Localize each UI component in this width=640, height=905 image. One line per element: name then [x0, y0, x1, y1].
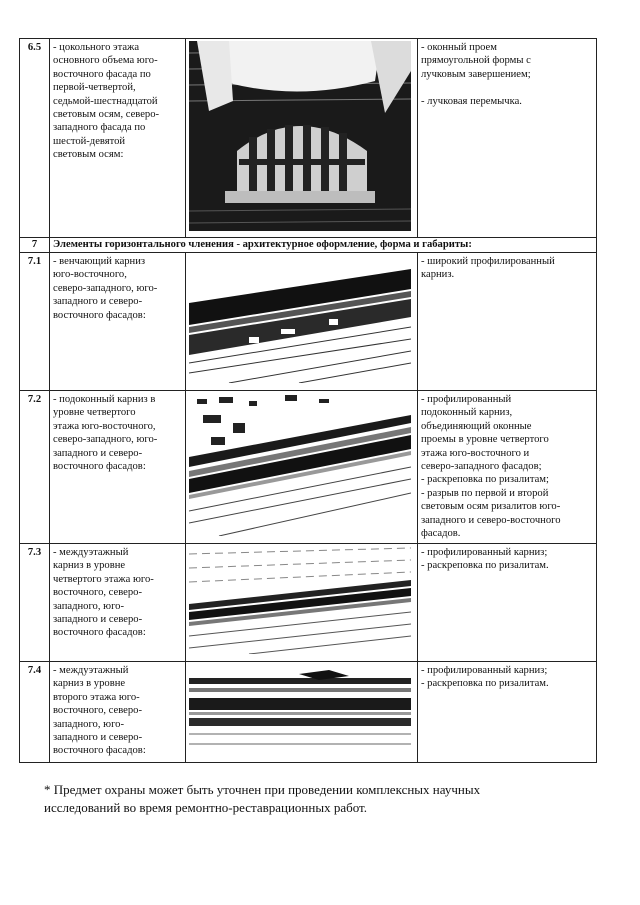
row-number: 7.1 [20, 253, 50, 391]
sill-cornice-photo [189, 393, 414, 536]
row-description: - междуэтажный карниз в уровне четвертого этажа юго- восточного, северо- западного, юго- западного и северо- восточного фасадов: [50, 544, 186, 662]
protection-table [19, 38, 597, 763]
table-row [20, 544, 597, 662]
row-number: 7.4 [20, 662, 50, 763]
row-number: 6.5 [20, 39, 50, 238]
row-description: - цокольного этажа основного объема юго- восточного фасада по первой-четвертой, седьмой-шестнадцатой световым осям, северо- западного фасада по шестой-девятой световым осям: [50, 39, 186, 238]
section-title: Элементы горизонтального членения - архитектурное оформление, форма и габариты: [50, 238, 597, 253]
footnote [44, 781, 594, 817]
table-row [20, 662, 597, 763]
table-row [20, 391, 597, 544]
table-row [20, 39, 597, 238]
row-notes: - оконный проем прямоугольной формы с лучковым завершением; - лучковая перемычка. [418, 39, 597, 238]
interfloor-cornice-4-photo [189, 546, 414, 654]
footnote-line: исследований во время ремонтно-реставрационных работ. [44, 800, 368, 815]
row-notes: - профилированный подоконный карниз, объединяющий оконные проемы в уровне четвертого этажа юго-восточного и северо-западного фасадов; - раскреповка по ризалитам; - разрыв по первой и второй световым осям ризалитов юго- западного и северо-восточного фасадов. [418, 391, 597, 544]
interfloor-cornice-2-photo [189, 664, 414, 755]
row-notes: - широкий профилированный карниз. [418, 253, 597, 391]
row-number: 7.2 [20, 391, 50, 544]
table-row [20, 253, 597, 391]
row-notes: - профилированный карниз; - раскреповка по ризалитам. [418, 662, 597, 763]
row-description: - венчающий карниз юго-восточного, северо-западного, юго- западного и северо- восточного фасадов: [50, 253, 186, 391]
row-number: 7.3 [20, 544, 50, 662]
crown-cornice-photo [189, 255, 414, 383]
section-header-row [20, 238, 597, 253]
section-number: 7 [20, 238, 50, 253]
arched-window-photo [189, 41, 414, 231]
row-description: - междуэтажный карниз в уровне второго этажа юго- восточного, северо- западного, юго- западного и северо- восточного фасадов: [50, 662, 186, 763]
row-notes: - профилированный карниз; - раскреповка по ризалитам. [418, 544, 597, 662]
row-description: - подоконный карниз в уровне четвертого этажа юго-восточного, северо-западного, юго- западного и северо- восточного фасадов: [50, 391, 186, 544]
footnote-line: * Предмет охраны может быть уточнен при проведении комплексных научных [44, 782, 481, 797]
